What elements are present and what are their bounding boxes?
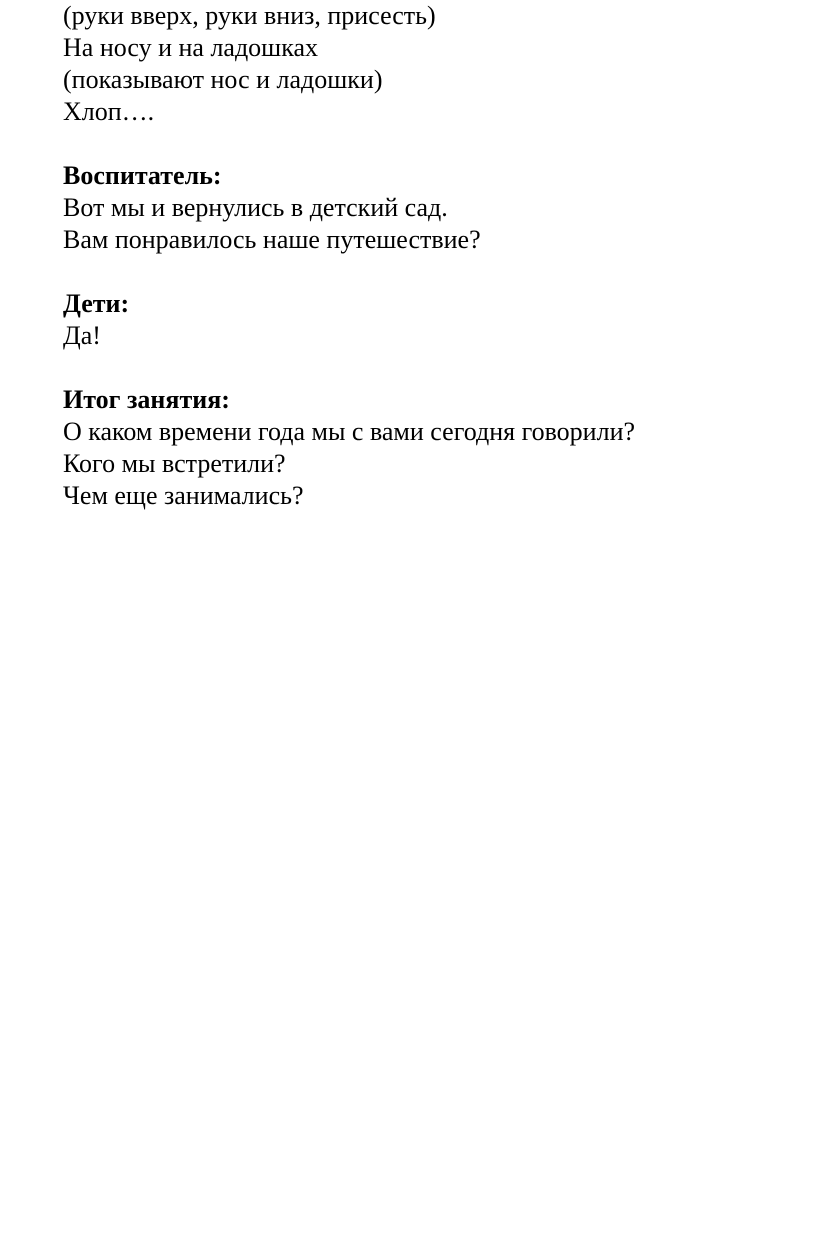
document-body xyxy=(63,0,783,512)
summary-heading: Итог занятия: xyxy=(63,385,230,414)
children-line: Да! xyxy=(63,321,101,350)
text-line: На носу и на ладошках xyxy=(63,33,318,62)
children-heading: Дети: xyxy=(63,289,130,318)
paragraph-gap xyxy=(63,128,783,160)
educator-line: Вам понравилось наше путешествие? xyxy=(63,225,481,254)
text-line: (руки вверх, руки вниз, присесть) xyxy=(63,1,436,30)
summary-line: О каком времени года мы с вами сегодня говорили? xyxy=(63,417,636,446)
paragraph-gap xyxy=(63,352,783,384)
text-line: Хлоп…. xyxy=(63,97,155,126)
summary-line: Чем еще занимались? xyxy=(63,481,304,510)
paragraph-gap xyxy=(63,256,783,288)
educator-heading: Воспитатель: xyxy=(63,161,222,190)
text-line: (показывают нос и ладошки) xyxy=(63,65,383,94)
summary-line: Кого мы встретили? xyxy=(63,449,286,478)
educator-line: Вот мы и вернулись в детский сад. xyxy=(63,193,448,222)
